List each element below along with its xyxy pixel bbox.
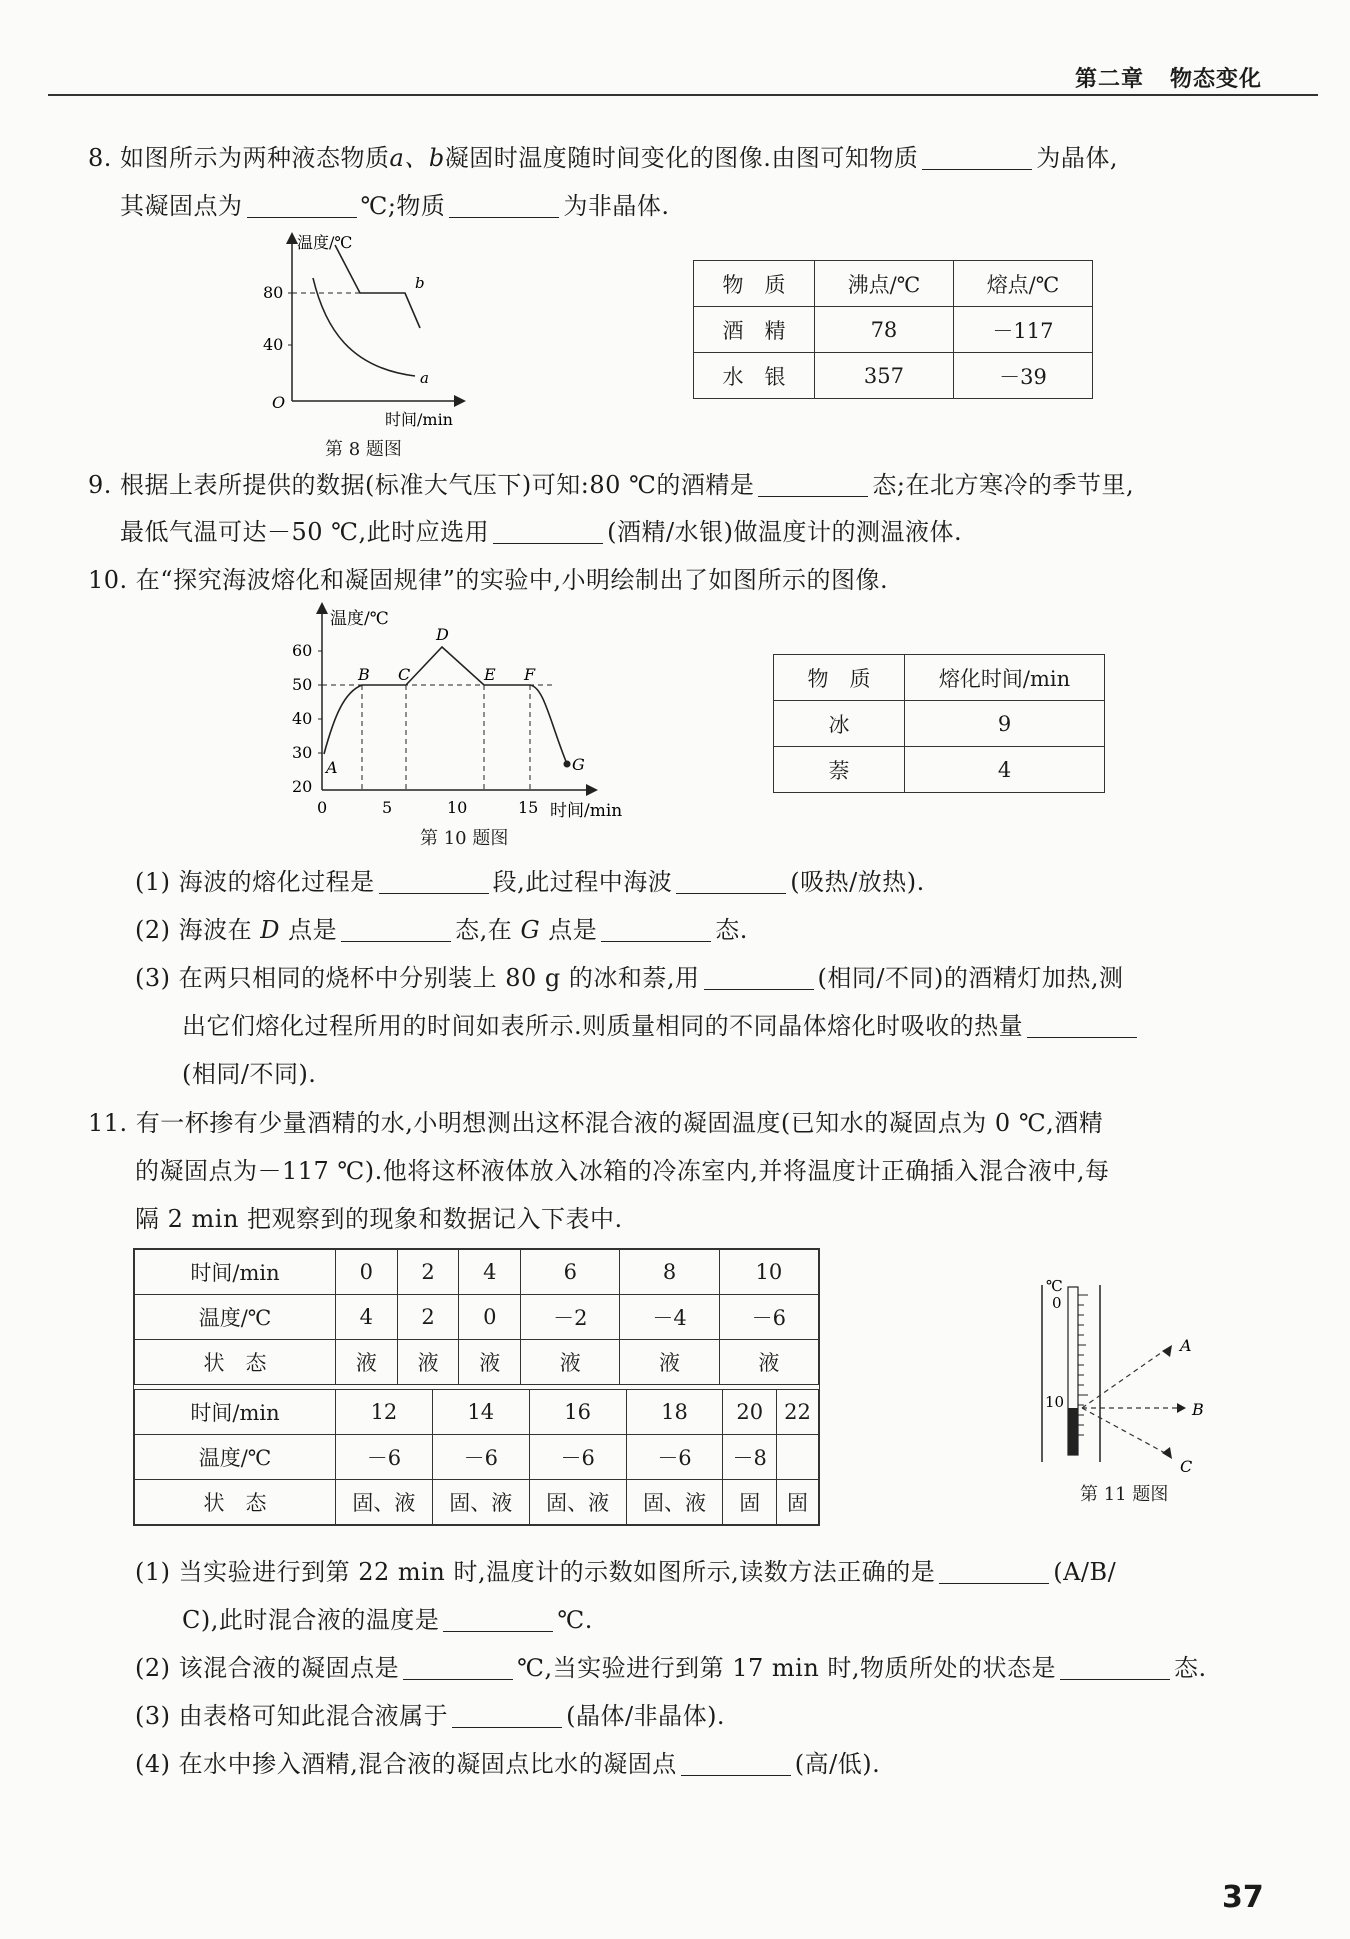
chapter-label: 第二章 — [1075, 67, 1145, 92]
q10-part3-line1: (3) 在两只相同的烧杯中分别装上 80 g 的冰和萘,用 (相同/不同)的酒精灯加热,测 — [135, 964, 1124, 992]
page-number: 37 — [1222, 1880, 1264, 1915]
header-rule — [48, 94, 1318, 96]
answer-blank[interactable] — [704, 988, 814, 990]
table-cell: 冰 — [774, 701, 905, 747]
table-cell: 2 — [397, 1250, 459, 1295]
tick-80: 80 — [263, 283, 284, 302]
tick-5: 5 — [382, 798, 393, 817]
table-cell: 固、液 — [626, 1480, 723, 1525]
table-cell: 0 — [336, 1250, 398, 1295]
table-cell — [776, 1435, 818, 1480]
q11-thermometer-figure — [1030, 1275, 1230, 1475]
table-cell: 14 — [432, 1390, 529, 1435]
answer-blank[interactable] — [1027, 1036, 1137, 1038]
table-cell: 固、液 — [432, 1480, 529, 1525]
answer-blank[interactable] — [247, 216, 357, 218]
table-cell: 酒 精 — [694, 307, 815, 353]
tick-20: 20 — [292, 777, 313, 796]
eye-A — [1162, 1345, 1172, 1357]
q11-part1-line2: C),此时混合液的温度是 ℃. — [182, 1606, 593, 1634]
q11-table-part1 — [134, 1249, 819, 1385]
q10-part2: (2) 海波在 D 点是 态,在 G 点是 态. — [135, 916, 748, 944]
table-cell: 固、液 — [336, 1480, 433, 1525]
table-cell: －6 — [529, 1435, 626, 1480]
tick-30: 30 — [292, 743, 313, 762]
q10-line1: 10. 在“探究海波熔化和凝固规律”的实验中,小明绘制出了如图所示的图像. — [88, 566, 889, 594]
table-cell: 4 — [336, 1295, 398, 1340]
q8-caption: 第 8 题图 — [325, 439, 402, 460]
table-cell: 液 — [397, 1340, 459, 1385]
table-cell: 9 — [905, 701, 1105, 747]
point-C: C — [398, 665, 411, 684]
table-cell: 时间/min — [135, 1390, 336, 1435]
table-cell: 18 — [626, 1390, 723, 1435]
table-cell: －6 — [719, 1295, 818, 1340]
table-cell: 液 — [336, 1340, 398, 1385]
q8-line2: 其凝固点为 ℃;物质 为非晶体. — [120, 192, 670, 220]
x-ticks — [317, 798, 538, 817]
table-cell: 液 — [620, 1340, 719, 1385]
x-axis-label: 时间/min — [385, 410, 453, 428]
table-header: 熔化时间/min — [905, 655, 1105, 701]
table-cell: 状 态 — [135, 1480, 336, 1525]
answer-blank[interactable] — [452, 1726, 562, 1728]
table-cell: 12 — [336, 1390, 433, 1435]
thermo-tick-0: 0 — [1052, 1294, 1062, 1312]
table-header: 物 质 — [774, 655, 905, 701]
q10-part3-line3: (相同/不同). — [182, 1060, 317, 1088]
q9-line1: 9. 根据上表所提供的数据(标准大气压下)可知:80 ℃的酒精是 态;在北方寒冷的季节里, — [88, 471, 1135, 499]
eye-C — [1162, 1447, 1172, 1459]
table-cell: －6 — [626, 1435, 723, 1480]
tick-40: 40 — [292, 709, 313, 728]
table-cell: －6 — [432, 1435, 529, 1480]
point-A: A — [326, 758, 338, 777]
point-G: G — [572, 755, 585, 774]
table-cell: 时间/min — [135, 1250, 336, 1295]
table-cell: －4 — [620, 1295, 719, 1340]
q11-line1: 11. 有一杯掺有少量酒精的水,小明想测出这杯混合液的凝固温度(已知水的凝固点为 0 ℃,酒精 — [88, 1109, 1104, 1137]
answer-blank[interactable] — [758, 495, 868, 497]
answer-blank[interactable] — [939, 1582, 1049, 1584]
q10-part3-line2: 出它们熔化过程所用的时间如表所示.则质量相同的不同晶体熔化时吸收的热量 — [182, 1006, 1141, 1041]
view-B-label: B — [1192, 1400, 1204, 1419]
tick-10: 10 — [447, 798, 468, 817]
table-cell: 液 — [521, 1340, 620, 1385]
thermo-unit: ℃ — [1046, 1277, 1063, 1295]
point-E: E — [484, 665, 496, 684]
q10-caption: 第 10 题图 — [420, 828, 509, 849]
q11-part2: (2) 该混合液的凝固点是 ℃,当实验进行到第 17 min 时,物质所处的状态是 态. — [135, 1654, 1207, 1682]
table-cell: 温度/℃ — [135, 1295, 336, 1340]
table-cell: －6 — [336, 1435, 433, 1480]
curve-b-label: b — [415, 274, 425, 292]
x-axis-label: 时间/min — [550, 801, 623, 821]
q11-caption: 第 11 题图 — [1080, 1484, 1169, 1505]
table-cell: 357 — [814, 353, 953, 399]
thermo-tick-10: 10 — [1045, 1393, 1065, 1411]
answer-blank[interactable] — [443, 1630, 553, 1632]
table-cell: 萘 — [774, 747, 905, 793]
answer-blank[interactable] — [403, 1678, 513, 1680]
q11-line3: 隔 2 min 把观察到的现象和数据记入下表中. — [135, 1205, 623, 1233]
section-label: 物态变化 — [1170, 67, 1263, 92]
table-cell: 液 — [459, 1340, 521, 1385]
table-cell: 22 — [776, 1390, 818, 1435]
table-cell: 4 — [905, 747, 1105, 793]
q8-table — [693, 260, 1093, 399]
table-cell: 4 — [459, 1250, 521, 1295]
answer-blank[interactable] — [681, 1774, 791, 1776]
q11-table-part2 — [134, 1389, 819, 1525]
table-cell: －39 — [953, 353, 1092, 399]
point-D: D — [436, 625, 449, 644]
q11-data-table — [133, 1248, 820, 1526]
table-cell: 0 — [459, 1295, 521, 1340]
answer-blank[interactable] — [379, 892, 489, 894]
table-cell: 10 — [719, 1250, 818, 1295]
thermometer-liquid — [1068, 1408, 1078, 1455]
table-cell: 液 — [719, 1340, 818, 1385]
table-header: 熔点/℃ — [953, 261, 1092, 307]
answer-blank[interactable] — [922, 168, 1032, 170]
point-B: B — [358, 665, 370, 684]
q10-graph — [282, 602, 652, 827]
chapter-header — [1075, 62, 1262, 93]
table-cell: 状 态 — [135, 1340, 336, 1385]
table-cell: 固 — [776, 1480, 818, 1525]
curve-a-label: a — [420, 369, 429, 387]
y-axis-label: 温度/℃ — [330, 609, 389, 629]
answer-blank[interactable] — [601, 940, 711, 942]
table-cell: 8 — [620, 1250, 719, 1295]
table-cell: 6 — [521, 1250, 620, 1295]
q8-line1: 8. 如图所示为两种液态物质a、b凝固时温度随时间变化的图像.由图可知物质 为晶体, — [88, 144, 1118, 172]
answer-blank[interactable] — [676, 892, 786, 894]
answer-blank[interactable] — [449, 216, 559, 218]
tick-0: 0 — [317, 798, 328, 817]
curve-b — [335, 245, 420, 328]
y-ticks — [292, 641, 322, 796]
answer-blank[interactable] — [341, 940, 451, 942]
table-cell: 固 — [723, 1480, 777, 1525]
point-F: F — [524, 665, 536, 684]
q11-part1-line1: (1) 当实验进行到第 22 min 时,温度计的示数如图所示,读数方法正确的是 (A/B/ — [135, 1558, 1117, 1586]
origin-label: O — [272, 393, 286, 412]
view-A-label: A — [1180, 1336, 1192, 1355]
eye-B — [1177, 1403, 1186, 1413]
q11-part3: (3) 由表格可知此混合液属于 (晶体/非晶体). — [135, 1702, 726, 1730]
y-axis-label: 温度/℃ — [297, 233, 353, 252]
view-C-label: C — [1180, 1457, 1193, 1475]
answer-blank[interactable] — [493, 542, 603, 544]
point-labels — [324, 625, 585, 777]
table-cell: 固、液 — [529, 1480, 626, 1525]
table-cell: 温度/℃ — [135, 1435, 336, 1480]
table-cell: －117 — [953, 307, 1092, 353]
tick-50: 50 — [292, 675, 313, 694]
q9-line2: 最低气温可达－50 ℃,此时应选用 (酒精/水银)做温度计的测温液体. — [120, 518, 963, 546]
q11-part4: (4) 在水中掺入酒精,混合液的凝固点比水的凝固点 (高/低). — [135, 1750, 881, 1778]
tick-60: 60 — [292, 641, 313, 660]
q11-line2: 的凝固点为－117 ℃).他将这杯液体放入冰箱的冷冻室内,并将温度计正确插入混合液中,每 — [135, 1157, 1110, 1185]
table-cell: －8 — [723, 1435, 777, 1480]
table-cell: 78 — [814, 307, 953, 353]
q10-part1: (1) 海波的熔化过程是 段,此过程中海波 (吸热/放热). — [135, 868, 925, 896]
tick-15: 15 — [518, 798, 539, 817]
table-cell: 2 — [397, 1295, 459, 1340]
table-header: 物 质 — [694, 261, 815, 307]
table-cell: －2 — [521, 1295, 620, 1340]
q8-graph — [255, 228, 485, 428]
answer-blank[interactable] — [1060, 1678, 1170, 1680]
table-header: 沸点/℃ — [814, 261, 953, 307]
table-cell: 20 — [723, 1390, 777, 1435]
q10-table — [773, 654, 1105, 793]
table-cell: 16 — [529, 1390, 626, 1435]
table-cell: 水 银 — [694, 353, 815, 399]
tick-40: 40 — [263, 335, 284, 354]
